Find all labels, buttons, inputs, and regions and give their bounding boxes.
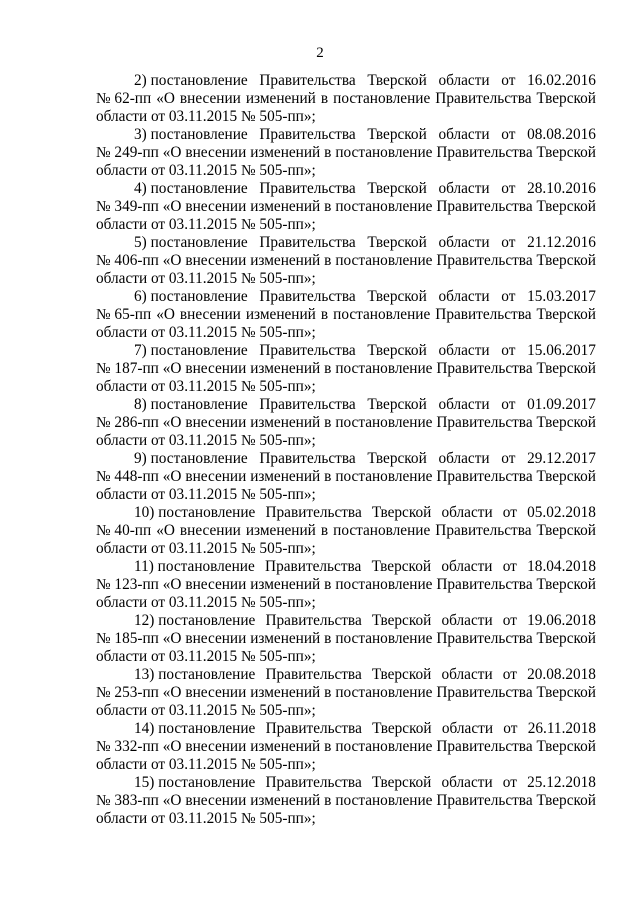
item-line-3: области от 03.11.2015 № 505-пп»; (96, 810, 316, 827)
item-line-3: области от 03.11.2015 № 505-пп»; (96, 108, 316, 125)
item-line-1 (96, 396, 596, 414)
word: в (324, 576, 332, 593)
word: Правительства (436, 684, 533, 701)
word: постановление (335, 414, 433, 431)
word: 9) постановление (134, 450, 248, 467)
word: Тверской (367, 396, 427, 413)
word: от (501, 180, 516, 197)
word: Тверской (371, 774, 432, 791)
item-line-3: области от 03.11.2015 № 505-пп»; (96, 486, 316, 503)
word: изменений (250, 144, 321, 161)
word: от (503, 720, 518, 737)
word: Правительства (259, 396, 356, 413)
word: постановление (335, 738, 433, 755)
word: Правительства (436, 630, 533, 647)
item-line-2 (96, 144, 596, 162)
list-item (96, 396, 596, 450)
word: области (438, 342, 490, 359)
list-item (96, 234, 596, 288)
list-item (96, 126, 596, 180)
item-line-3: области от 03.11.2015 № 505-пп»; (96, 594, 316, 611)
word: внесении (179, 306, 241, 323)
item-line-3: области от 03.11.2015 № 505-пп»; (96, 324, 316, 341)
word: постановление (335, 144, 433, 161)
word: Тверской (536, 90, 596, 107)
word: 01.09.2017 (527, 396, 596, 413)
word: области (438, 450, 490, 467)
list-item (96, 612, 596, 666)
word: «О (156, 306, 175, 323)
word: № 249-пп (96, 144, 159, 161)
word: 08.08.2016 (527, 126, 596, 143)
word: изменений (245, 90, 316, 107)
word: Правительства (265, 720, 362, 737)
word: изменений (250, 414, 321, 431)
word: области (438, 396, 490, 413)
word: в (324, 414, 332, 431)
word: 5) постановление (134, 234, 248, 251)
item-line-1 (96, 504, 596, 522)
word: 15.06.2017 (527, 342, 596, 359)
word: внесении (185, 576, 247, 593)
item-line-2 (96, 90, 596, 108)
word: изменений (250, 630, 321, 647)
word: в (324, 468, 332, 485)
word: Правительства (436, 738, 533, 755)
word: 28.10.2016 (527, 180, 596, 197)
word: внесении (185, 144, 247, 161)
word: области (441, 612, 493, 629)
item-line-1 (96, 720, 596, 738)
word: Правительства (436, 468, 533, 485)
word: 6) постановление (134, 288, 248, 305)
item-line-2 (96, 414, 596, 432)
word: Тверской (536, 576, 596, 593)
word: в (324, 360, 332, 377)
item-line-3: области от 03.11.2015 № 505-пп»; (96, 270, 316, 287)
word: постановление (335, 252, 433, 269)
word: Правительства (259, 342, 356, 359)
word: Тверской (536, 414, 596, 431)
list-item (96, 288, 596, 342)
word: области (438, 126, 490, 143)
word: Тверской (371, 666, 432, 683)
word: области (441, 720, 494, 737)
word: «О (156, 90, 175, 107)
word: от (501, 396, 516, 413)
word: области (441, 558, 493, 575)
list-item (96, 504, 596, 558)
word: в (324, 144, 332, 161)
word: 4) постановление (134, 180, 248, 197)
item-line-3: области от 03.11.2015 № 505-пп»; (96, 216, 316, 233)
word: 18.04.2018 (527, 558, 596, 575)
word: Правительства (435, 522, 532, 539)
word: Тверской (536, 360, 596, 377)
word: Правительства (436, 252, 533, 269)
word: от (501, 126, 516, 143)
word: «О (162, 360, 182, 377)
word: от (502, 612, 517, 629)
word: области (438, 234, 490, 251)
item-line-1 (96, 558, 596, 576)
word: изменений (245, 522, 316, 539)
word: Тверской (536, 630, 596, 647)
item-line-3: области от 03.11.2015 № 505-пп»; (96, 432, 316, 449)
word: «О (162, 576, 182, 593)
word: Тверской (536, 252, 596, 269)
word: внесении (185, 198, 247, 215)
word: «О (162, 414, 182, 431)
word: от (502, 558, 517, 575)
word: Тверской (367, 450, 427, 467)
word: от (501, 450, 516, 467)
word: внесении (185, 468, 247, 485)
word: Тверской (536, 468, 596, 485)
item-line-3: области от 03.11.2015 № 505-пп»; (96, 702, 316, 719)
word: внесении (185, 792, 247, 809)
word: 14) постановление (134, 720, 256, 737)
word: Тверской (372, 720, 432, 737)
word: от (502, 504, 517, 521)
word: Тверской (367, 234, 427, 251)
item-line-2 (96, 252, 596, 270)
word: Правительства (265, 774, 362, 791)
list-item (96, 666, 596, 720)
item-line-1 (96, 72, 596, 90)
word: от (502, 666, 517, 683)
word: Тверской (536, 198, 596, 215)
word: области (438, 180, 490, 197)
word: 15.03.2017 (527, 288, 596, 305)
word: 26.11.2018 (527, 720, 596, 737)
word: Правительства (259, 72, 356, 89)
list-item (96, 180, 596, 234)
list-item (96, 450, 596, 504)
item-line-2 (96, 576, 596, 594)
word: № 185-пп (96, 630, 159, 647)
word: № 349-пп (96, 198, 159, 215)
word: внесении (185, 414, 247, 431)
page-number: 2 (316, 45, 324, 61)
item-line-3: области от 03.11.2015 № 505-пп»; (96, 378, 316, 395)
list-item (96, 72, 596, 126)
word: изменений (250, 252, 321, 269)
word: Правительства (265, 666, 362, 683)
list-item (96, 720, 596, 774)
item-line-2 (96, 468, 596, 486)
word: внесении (185, 360, 247, 377)
word: Правительства (259, 180, 356, 197)
word: внесении (185, 684, 247, 701)
word: Правительства (435, 90, 532, 107)
word: изменений (245, 306, 316, 323)
word: Правительства (436, 360, 533, 377)
word: Тверской (536, 306, 596, 323)
word: постановление (335, 198, 433, 215)
word: № 448-пп (96, 468, 159, 485)
word: в (320, 306, 329, 323)
word: постановление (335, 576, 433, 593)
word: «О (162, 198, 182, 215)
list-item (96, 558, 596, 612)
word: постановление (335, 360, 433, 377)
word: области (441, 666, 493, 683)
word: 19.06.2018 (527, 612, 596, 629)
word: 21.12.2016 (527, 234, 596, 251)
word: внесении (179, 90, 241, 107)
item-line-1 (96, 612, 596, 630)
item-line-1 (96, 288, 596, 306)
word: постановление (335, 684, 433, 701)
word: № 406-пп (96, 252, 159, 269)
word: изменений (250, 792, 321, 809)
word: 8) постановление (134, 396, 248, 413)
word: постановление (333, 90, 431, 107)
word: Тверской (371, 558, 432, 575)
word: 15) постановление (134, 774, 256, 791)
item-line-2 (96, 630, 596, 648)
word: 11) постановление (134, 558, 255, 575)
word: Правительства (435, 306, 532, 323)
word: Тверской (367, 72, 427, 89)
word: области (441, 774, 493, 791)
item-line-3: области от 03.11.2015 № 505-пп»; (96, 648, 316, 665)
item-line-1 (96, 450, 596, 468)
word: постановление (333, 522, 431, 539)
word: Правительства (259, 126, 356, 143)
list-item (96, 774, 596, 828)
item-line-1 (96, 126, 596, 144)
word: 13) постановление (134, 666, 256, 683)
word: в (324, 738, 332, 755)
word: Правительства (436, 144, 533, 161)
word: Правительства (265, 612, 362, 629)
word: от (501, 234, 516, 251)
item-line-2 (96, 684, 596, 702)
word: Правительства (436, 792, 533, 809)
word: области (441, 504, 493, 521)
word: в (324, 630, 332, 647)
word: изменений (250, 360, 321, 377)
word: № 123-пп (96, 576, 159, 593)
word: Правительства (259, 450, 356, 467)
word: Тверской (536, 738, 596, 755)
word: Правительства (265, 558, 362, 575)
word: Правительства (259, 234, 356, 251)
word: 10) постановление (134, 504, 256, 521)
word: 20.08.2018 (527, 666, 596, 683)
word: Тверской (367, 288, 427, 305)
resolution-list (96, 72, 596, 828)
word: «О (162, 684, 182, 701)
word: Правительства (259, 288, 356, 305)
word: в (320, 90, 329, 107)
word: в (324, 792, 332, 809)
word: в (320, 522, 329, 539)
word: «О (156, 522, 175, 539)
word: Правительства (436, 198, 533, 215)
word: от (501, 342, 516, 359)
word: 16.02.2016 (527, 72, 596, 89)
word: № 332-пп (96, 738, 159, 755)
word: Тверской (536, 522, 596, 539)
word: в (324, 684, 332, 701)
word: «О (162, 144, 182, 161)
word: постановление (333, 306, 431, 323)
item-line-2 (96, 522, 596, 540)
word: изменений (250, 738, 321, 755)
word: 3) постановление (134, 126, 248, 143)
word: № 286-пп (96, 414, 159, 431)
word: «О (162, 252, 182, 269)
word: Тверской (371, 504, 432, 521)
word: изменений (250, 468, 321, 485)
word: 2) постановление (134, 72, 248, 89)
item-line-2 (96, 360, 596, 378)
word: постановление (335, 468, 433, 485)
word: Правительства (436, 576, 533, 593)
word: 29.12.2017 (527, 450, 596, 467)
word: № 253-пп (96, 684, 159, 701)
word: «О (162, 738, 182, 755)
word: «О (162, 468, 182, 485)
word: 7) постановление (134, 342, 248, 359)
item-line-2 (96, 792, 596, 810)
word: изменений (250, 198, 321, 215)
word: области (438, 72, 490, 89)
word: внесении (179, 522, 241, 539)
word: № 65-пп (96, 306, 152, 323)
word: Тверской (536, 144, 596, 161)
word: Тверской (367, 180, 427, 197)
word: от (502, 774, 517, 791)
item-line-1 (96, 234, 596, 252)
word: в (324, 198, 332, 215)
word: № 187-пп (96, 360, 159, 377)
word: внесении (185, 252, 247, 269)
word: № 383-пп (96, 792, 159, 809)
item-line-3: области от 03.11.2015 № 505-пп»; (96, 756, 316, 773)
word: Тверской (536, 792, 596, 809)
word: «О (162, 630, 182, 647)
item-line-1 (96, 180, 596, 198)
list-item (96, 342, 596, 396)
item-line-3: области от 03.11.2015 № 505-пп»; (96, 162, 316, 179)
word: 12) постановление (134, 612, 256, 629)
word: от (501, 288, 516, 305)
item-line-1 (96, 342, 596, 360)
word: «О (162, 792, 182, 809)
word: от (501, 72, 516, 89)
word: области (438, 288, 490, 305)
word: Правительства (436, 414, 533, 431)
word: 25.12.2018 (527, 774, 596, 791)
word: постановление (335, 792, 433, 809)
word: Тверской (536, 684, 596, 701)
word: Тверской (367, 126, 427, 143)
word: Тверской (371, 612, 432, 629)
word: изменений (250, 576, 321, 593)
item-line-2 (96, 198, 596, 216)
word: внесении (185, 738, 247, 755)
word: Правительства (265, 504, 362, 521)
item-line-1 (96, 666, 596, 684)
word: № 40-пп (96, 522, 152, 539)
item-line-3: области от 03.11.2015 № 505-пп»; (96, 540, 316, 557)
item-line-1 (96, 774, 596, 792)
item-line-2 (96, 306, 596, 324)
word: Тверской (367, 342, 427, 359)
word: постановление (335, 630, 433, 647)
word: № 62-пп (96, 90, 152, 107)
word: 05.02.2018 (527, 504, 596, 521)
word: изменений (250, 684, 321, 701)
word: внесении (185, 630, 247, 647)
item-line-2 (96, 738, 596, 756)
word: в (324, 252, 332, 269)
